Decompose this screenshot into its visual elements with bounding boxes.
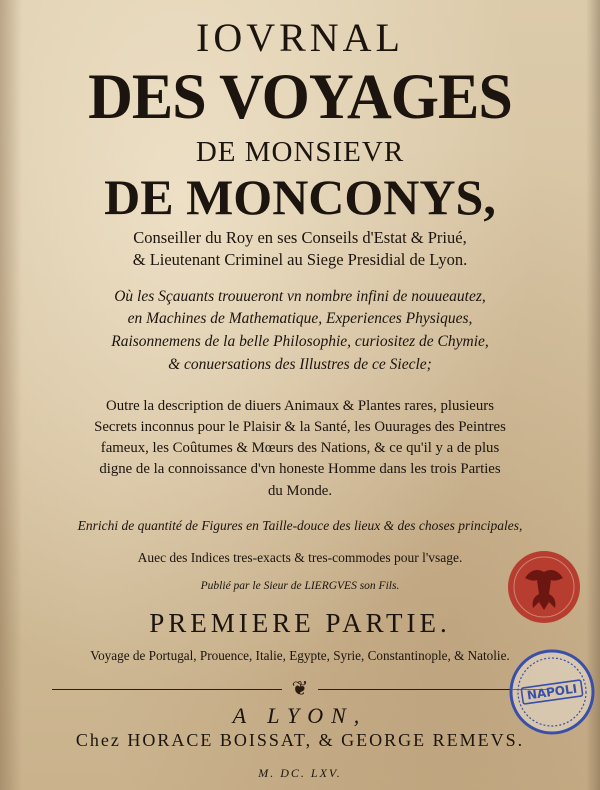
title-journal: IOVRNAL bbox=[196, 15, 404, 60]
enrichi-line: Enrichi de quantité de Figures en Taille-douce des lieux & des choses principales, bbox=[77, 518, 523, 533]
stamp-label: NAPOLI bbox=[526, 681, 578, 703]
author-title-line-1: Conseiller du Roy en ses Conseils d'Estat & Priué, bbox=[133, 228, 467, 247]
ornament-rule-left bbox=[52, 689, 282, 690]
fleuron-icon: ❦ bbox=[291, 676, 309, 700]
subtitle-line-2: en Machines de Mathematique, Experiences Physiques, bbox=[127, 310, 473, 327]
title-de-monsieur: DE MONSIEVR bbox=[195, 136, 405, 168]
subtitle-line-1: Où les Sçauants trouueront vn nombre infini de nouueautez, bbox=[114, 288, 486, 305]
subtitle-line-4: & conuersations des Illustres de ce Siecle; bbox=[168, 356, 432, 373]
description-line-5: du Monde. bbox=[267, 483, 333, 499]
title-de-monconys: DE MONCONYS, bbox=[104, 169, 496, 225]
description-line-1: Outre la description de diuers Animaux & Plantes rares, plusieurs bbox=[106, 398, 494, 414]
title-des-voyages: DES VOYAGES bbox=[88, 61, 512, 133]
description-line-3: fameux, les Coûtumes & Mœurs des Nations, & ce qu'il y a de plus bbox=[100, 440, 500, 456]
publisher-line: Publié par le Sieur de LIERGVES son Fils. bbox=[200, 580, 400, 592]
subtitle-line-3: Raisonnemens de la belle Philosophie, curiositez de Chymie, bbox=[111, 333, 489, 350]
description-line-4: digne de la connoissance d'vn honeste Homme dans les trois Parties bbox=[99, 461, 501, 477]
blue-library-stamp bbox=[508, 648, 596, 736]
imprint-printers: Chez HORACE BOISSAT, & GEORGE REMEVS. bbox=[75, 730, 525, 750]
author-title-line-2: & Lieutenant Criminel au Siege Presidial de Lyon. bbox=[132, 250, 468, 269]
description-line-2: Secrets inconnus pour le Plaisir & la Santé, les Ouurages des Peintres bbox=[94, 419, 506, 435]
red-library-stamp bbox=[505, 548, 583, 626]
imprint-city: A LYON, bbox=[232, 703, 368, 728]
premiere-partie-heading: PREMIERE PARTIE. bbox=[149, 608, 451, 638]
voyage-list-line: Voyage de Portugal, Prouence, Italie, Egypte, Syrie, Constantinople, & Natolie. bbox=[90, 648, 510, 663]
imprint-date: M. DC. LXV. bbox=[258, 766, 342, 780]
auec-line: Auec des Indices tres-exacts & tres-commodes pour l'vsage. bbox=[137, 550, 463, 565]
